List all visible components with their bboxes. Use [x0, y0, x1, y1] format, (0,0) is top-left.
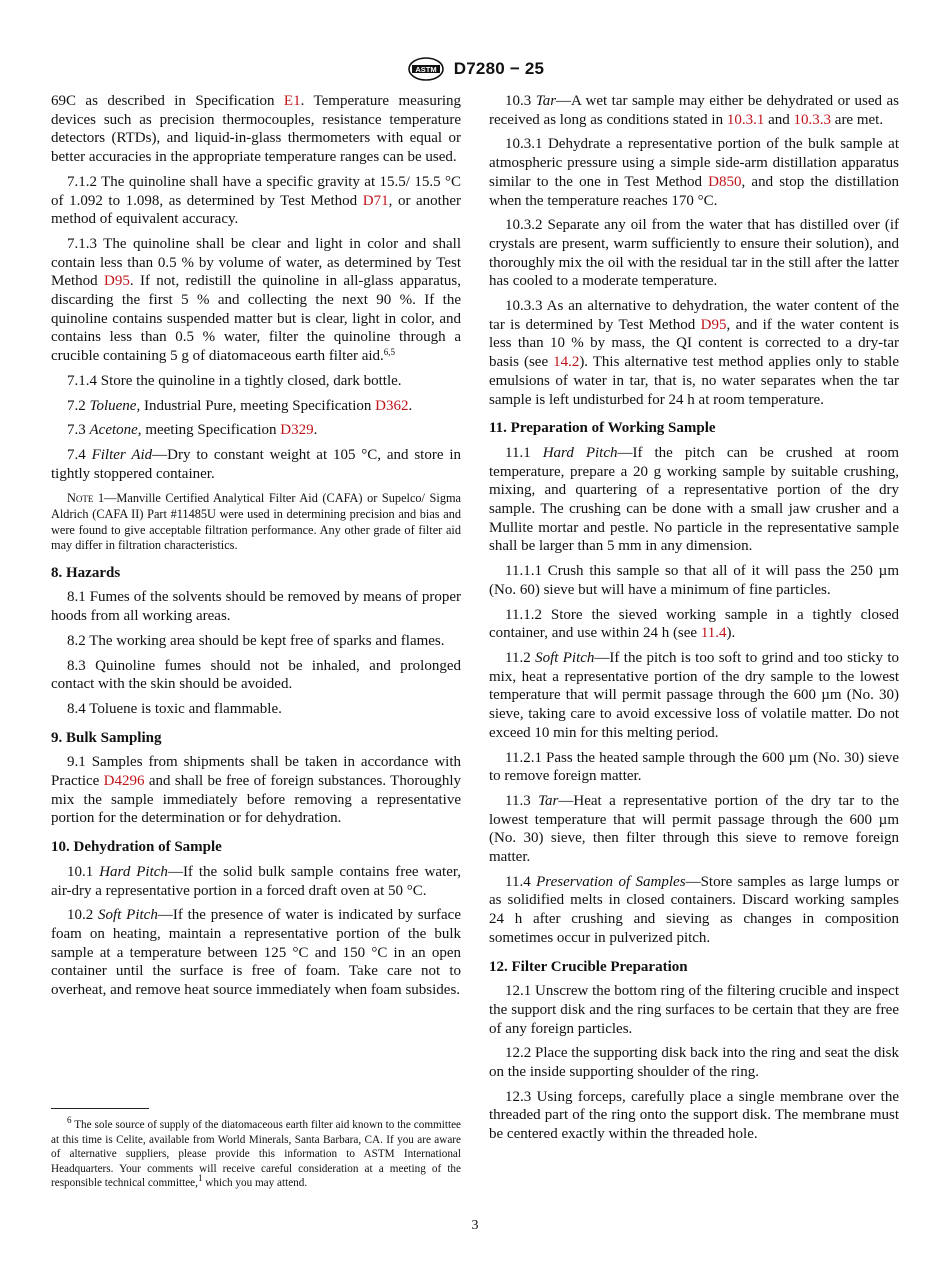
ref-d95-link[interactable]: D95 — [104, 273, 130, 290]
document-designation: D7280 − 25 — [453, 59, 545, 78]
paragraph-10-3-2: 10.3.2 Separate any oil from the water that has distilled over (if crystals are present, warm sufficiently to ensure their solution), and thoroughly mix the oil with the residual tar in the still after the latter has cooled to a moderate temperature. — [489, 217, 899, 290]
ref-e1-link[interactable]: E1 — [283, 93, 301, 109]
paragraph-12-2: 12.2 Place the supporting disk back into the ring and seat the disk on the inside supporting shoulder of the ring. — [489, 1045, 899, 1081]
ref-d329-link[interactable]: D329 — [280, 422, 314, 439]
paragraph-10-3-3: 10.3.3 As an alternative to dehydration, the water content of the tar is determined by Test Method D95, and if the water content is less than 10 % by mass, the QI content is corrected to a dry-tar basis (see 14.2). This alternative test method applies only to stable emulsions of water in tar, that is, no water separates when the tar sample is left undisturbed for 24 h at room temperature. — [489, 298, 899, 408]
page-header — [0, 56, 950, 82]
paragraph-11-2-1: 11.2.1 Pass the heated sample through the 600 µm (No. 30) sieve to remove foreign matter. — [489, 749, 899, 785]
paragraph-11-3: 11.3 Tar—Heat a representative portion of the dry tar to the lowest temperature that will permit passage through the 600 µm (No. 30) sieve, then filter through this sieve to remove foreign matter. — [489, 792, 899, 866]
paragraph-12-3: 12.3 Using forceps, carefully place a single membrane over the threaded part of the ring onto the support disk. The membrane must be centered exactly within the threaded hole. — [489, 1088, 899, 1143]
paragraph-12-1: 12.1 Unscrew the bottom ring of the filtering crucible and inspect the support disk and the ring surfaces to be certain that they are free of any foreign particles. — [489, 983, 899, 1037]
section-heading-9: 9. Bulk Sampling — [51, 729, 162, 746]
paragraph-11-1-1: 11.1.1 Crush this sample so that all of it will pass the 250 µm (No. 60) sieve but will have a minimum of fine particles. — [489, 563, 899, 598]
footnote-6: $^6$ The sole source of supply of the diatomaceous earth filter aid known to the committee at this time is Celite, available from World Minerals, Santa Barbara, CA. If you are aware of alternative suppliers, please provide this information to ASTM International Headquarters. Your comments will receive careful consideration at a meeting of the responsible technical committee,$^1$ which you may attend. — [51, 1115, 461, 1190]
astm-logo-icon — [406, 56, 446, 82]
paragraph-7-3: 7.3 Acetone, meeting Specification D329. — [67, 422, 318, 439]
paragraph-9-1: 9.1 Samples from shipments shall be taken in accordance with Practice D4296 and shall be free of foreign substances. Thoroughly mix the sample immediately before removing a representative portion for the determination or for dehydration. — [51, 754, 461, 827]
paragraph-11-1: 11.1 Hard Pitch—If the pitch can be crushed at room temperature, prepare a 20 g working sample by suitable crushing, mixing, and quartering of a representative portion of the dry sample. The crushing can be done with a small jaw crusher and a Mullite mortar and pestle. No particle in the representative sample shall be larger than 5 mm in any dimension. — [489, 444, 899, 555]
footnote-rule — [51, 1108, 149, 1109]
footnote-ref: 6,5 — [383, 347, 396, 358]
paragraph-10-3: 10.3 Tar—A wet tar sample may either be dehydrated or used as received as long as conditions stated in 10.3.1 and 10.3.3 are met. — [489, 93, 899, 128]
section-heading-10: 10. Dehydration of Sample — [51, 839, 222, 856]
paragraph-7-4: 7.4 Filter Aid—Dry to constant weight at 105 °C, and store in tightly stoppered container. — [51, 446, 462, 482]
paragraph-7-1-3: 7.1.3 The quinoline shall be clear and light in color and shall contain less than 0.5 % by volume of water, as determined by Test Method D95. If not, redistill the quinoline in all-glass apparatus, discarding the first 5 % and collecting the next 90 %. If the quinoline contains suspended matter but is clear, light in color, and contains less than 0.5 % water, filter the quinoline through a crucible containing 5 g of diatomaceous earth filter aid.$^{6,5}$ — [51, 235, 461, 365]
ref-10-3-1-link[interactable]: 10.3.1 — [726, 111, 765, 128]
note-1: Note 1—Manville Certified Analytical Filter Aid (CAFA) or Supelco/ Sigma Aldrich (CAFA II) Part #11485U were used in determining precision and bias and were found to give acceptable filtration performance. Any other grade of filter aid may differ in filtration characteristics. — [51, 491, 461, 553]
ref-d850-link[interactable]: D850 — [708, 173, 742, 190]
ref-d95-link-2[interactable]: D95 — [700, 316, 727, 333]
paragraph-8-1: 8.1 Fumes of the solvents should be removed by means of proper hoods from all working areas. — [51, 589, 461, 625]
ref-11-4-link[interactable]: 11.4 — [700, 625, 727, 642]
paragraph-8-4: 8.4 Toluene is toxic and flammable. — [67, 700, 282, 717]
left-column — [51, 92, 461, 1006]
ref-d4296-link[interactable]: D4296 — [103, 773, 145, 790]
paragraph-10-3-1: 10.3.1 Dehydrate a representative portion of the bulk sample at atmospheric pressure using a simple side-arm distillation apparatus similar to the one in Test Method D850, and stop the distillation when the temperature reaches 170 °C. — [489, 136, 900, 209]
section-heading-12: 12. Filter Crucible Preparation — [489, 958, 688, 975]
paragraph-7-1-2: 7.1.2 The quinoline shall have a specific gravity at 15.5/ 15.5 °C of 1.092 to 1.098, as determined by Test Method D71, or another method of equivalent accuracy. — [51, 173, 461, 228]
page-number: 3 — [471, 1218, 479, 1233]
paragraph-11-4: 11.4 Preservation of Samples—Store samples as large lumps or as solidified melts in closed containers. Discard working samples 24 h after crushing and sieving as changes in composition sometimes occur in pulverized pitch. — [489, 873, 900, 946]
svg-text:ASTM: ASTM — [415, 65, 437, 74]
paragraph-10-1: 10.1 Hard Pitch—If the solid bulk sample contains free water, air-dry a representative portion in a forced draft oven at 50 °C. — [51, 863, 461, 899]
paragraph-7-2: 7.2 Toluene, Industrial Pure, meeting Specification D362. — [67, 397, 413, 414]
paragraph-11-1-2: 11.1.2 Store the sieved working sample in a tightly closed container, and use within 24 h (see 11.4). — [489, 606, 899, 642]
paragraph-11-2: 11.2 Soft Pitch—If the pitch is too soft to grind and too sticky to mix, heat a representative portion of the dry sample to the lowest temperature that will permit passage through the 600 µm (No. 30) sieve, taking care to avoid excessive loss of volatile matter. Do not exceed 10 min for this melting period. — [489, 649, 899, 741]
ref-d71-link[interactable]: D71 — [362, 192, 389, 209]
ref-d362-link[interactable]: D362 — [375, 397, 409, 414]
paragraph-10-2: 10.2 Soft Pitch—If the presence of water is indicated by surface foam on heating, maintain a representative portion of the bulk sample at a temperature between 125 °C and 150 °C in an open container until the surface is free of foam. Take care not to overheat, and remove heat source immediately when foam subsides. — [51, 907, 461, 999]
paragraph-7-1-1-cont: 69C as described in Specification E1. Temperature measuring devices such as precision thermocouples, resistance temperature detectors (RTDs), and liquid-in-glass thermometers with equal or better accuracies in the appropriate temperature ranges can be used. — [51, 93, 461, 166]
ref-10-3-3-link[interactable]: 10.3.3 — [793, 111, 832, 128]
paragraph-8-2: 8.2 The working area should be kept free of sparks and flames. — [67, 632, 445, 649]
right-column — [489, 92, 899, 1150]
section-heading-11: 11. Preparation of Working Sample — [489, 420, 716, 437]
section-heading-8: 8. Hazards — [51, 564, 121, 581]
paragraph-7-1-4: 7.1.4 Store the quinoline in a tightly closed, dark bottle. — [67, 372, 402, 389]
paragraph-8-3: 8.3 Quinoline fumes should not be inhaled, and prolonged contact with the skin should be avoided. — [51, 657, 461, 693]
ref-14-2-link[interactable]: 14.2 — [553, 354, 580, 371]
